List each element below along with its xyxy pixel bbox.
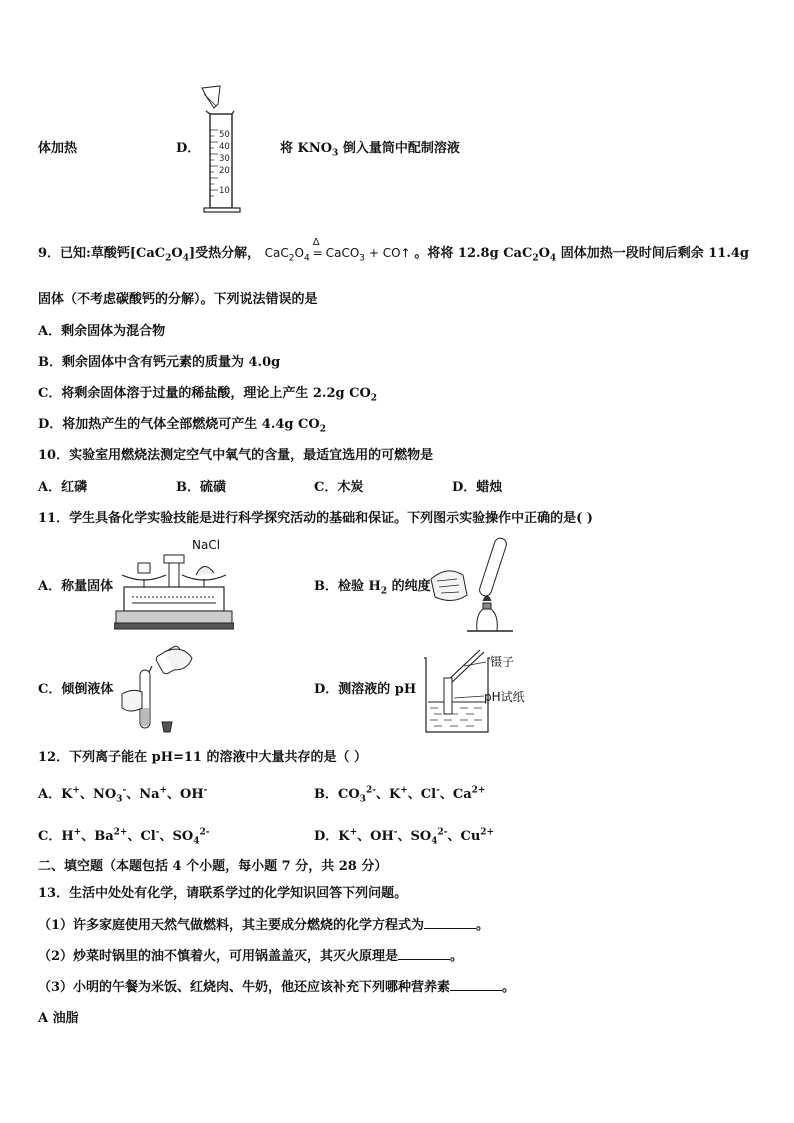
answer-blank bbox=[398, 947, 450, 960]
q13-part2: （2）炒菜时锅里的油不慎着火，可用锅盖盖灭，其灭火原理是 。 bbox=[38, 949, 464, 964]
q11-stem: 11．学生具备化学实验技能是进行科学探究活动的基础和保证。下列图示实验操作中正确的是( ) bbox=[38, 511, 593, 526]
cylinder-mark: 50 bbox=[219, 130, 230, 140]
q9-option-d: D．将加热产生的气体全部燃烧可产生 4.4g $CO_2$ bbox=[38, 417, 326, 435]
q10-option-d: D．蜡烛 bbox=[452, 480, 503, 495]
q9-stem-line1: 9．已知:草酸钙$[CaC_2O_4]$受热分解， $CaC_2O_4$ Δ = CaCO$_3$ + CO↑ 。将将 12.8g $CaC_2O_4$ 固体加热一段时间后剩余 11.4g bbox=[38, 237, 749, 264]
q8-option-d-text: 将 $KNO_3$ 倒入量筒中配制溶液 bbox=[280, 141, 460, 159]
q13-option-a: A 油脂 bbox=[38, 1011, 79, 1026]
answer-blank bbox=[450, 978, 502, 991]
q11-option-d: D．测溶液的 pH bbox=[314, 682, 417, 697]
q12-option-c: C．H+、$Ba^{2+}$、Cl-、$SO_4^{2-}$ bbox=[38, 827, 210, 847]
q13-stem: 13．生活中处处有化学，请联系学过的化学知识回答下列问题。 bbox=[38, 886, 408, 901]
q12-option-d: D．K+、OH-、$SO_4^{2-}$、$Cu^{2+}$ bbox=[314, 827, 495, 847]
q10-option-c: C．木炭 bbox=[314, 480, 364, 495]
tweezers-label: 镊子 bbox=[490, 655, 515, 669]
q10-option-a: A．红磷 bbox=[38, 480, 88, 495]
cylinder-mark: 20 bbox=[219, 166, 230, 176]
q9-option-a: A．剩余固体为混合物 bbox=[38, 324, 166, 339]
q13-part3: （3）小明的午餐为米饭、红烧肉、牛奶，他还应该补充下列哪种营养素 。 bbox=[38, 980, 516, 995]
hydrogen-purity-test-figure bbox=[427, 535, 517, 633]
q9-stem-line2: 固体（不考虑碳酸钙的分解）。下列说法错误的是 bbox=[38, 292, 318, 307]
q11-option-b: B．检验 $H_2$ 的纯度 bbox=[314, 579, 431, 597]
ph-paper-label: pH试纸 bbox=[484, 690, 525, 704]
q12-stem: 12．下列离子能在 pH=11 的溶液中大量共存的是（ ） bbox=[38, 750, 368, 765]
q9-decomposition-equation: $CaC_2O_4$ Δ = CaCO$_3$ + CO↑ bbox=[264, 237, 411, 264]
section-heading: 二、填空题（本题包括 4 个小题，每小题 7 分，共 28 分） bbox=[38, 859, 388, 874]
cylinder-mark: 30 bbox=[219, 154, 230, 164]
cylinder-mark: 40 bbox=[219, 142, 230, 152]
q12-option-b: B．$CO_3^{2-}$、K+、Cl-、$Ca^{2+}$ bbox=[314, 785, 486, 805]
q11-option-c: C．倾倒液体 bbox=[38, 682, 114, 697]
graduated-cylinder-figure bbox=[198, 84, 248, 216]
q8-option-d-label: D． bbox=[176, 141, 201, 156]
answer-blank bbox=[424, 916, 476, 929]
q9-option-b: B．剩余固体中含有钙元素的质量为 4.0g bbox=[38, 355, 281, 370]
pouring-liquid-figure bbox=[118, 644, 213, 736]
ph-test-figure bbox=[420, 644, 532, 736]
q11-option-a: A．称量固体 bbox=[38, 579, 114, 594]
balance-scale-figure bbox=[114, 535, 234, 633]
q9-option-c: C．将剩余固体溶于过量的稀盐酸，理论上产生 2.2g $CO_2$ bbox=[38, 386, 378, 404]
q10-stem: 10．实验室用燃烧法测定空气中氧气的含量，最适宜选用的可燃物是 bbox=[38, 448, 434, 463]
q12-option-a: A．K+、$NO_3^-$、Na+、OH- bbox=[38, 785, 208, 805]
nacl-label: NaCl bbox=[192, 538, 221, 552]
cylinder-mark: 10 bbox=[219, 186, 230, 196]
q10-option-b: B．硫磺 bbox=[176, 480, 226, 495]
q13-part1: （1）许多家庭使用天然气做燃料，其主要成分燃烧的化学方程式为 。 bbox=[38, 918, 490, 933]
q8-tail-text: 体加热 bbox=[38, 141, 78, 156]
